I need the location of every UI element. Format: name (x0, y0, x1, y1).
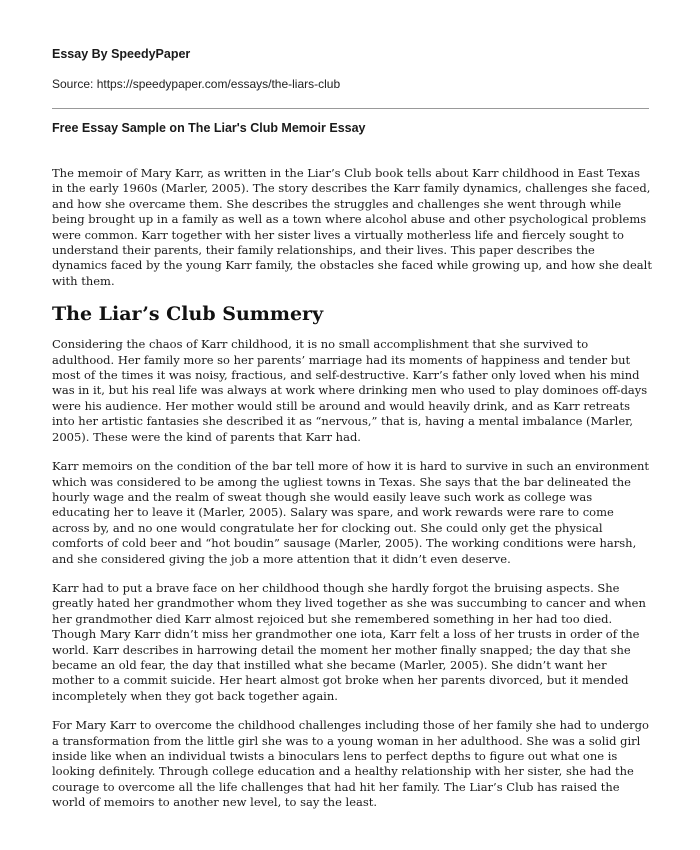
body-paragraph-2: Karr memoirs on the condition of the bar tell more of how it is hard to survive in such an environment which was considered to be among the ugliest towns in Texas. She says that the bar delineated the hourly wage and the realm of sweat though she would easily leave such work as college was educating her to leave it (Marler, 2005). Salary was spare, and work rewards were rare to come across by, and no one would congratulate her for clocking out. She could only get the physical comforts of cold beer and “hot boudin” sausage (Marler, 2005). The working conditions were harsh, and she considered giving the job a more attention that it didn’t even deserve. (52, 459, 650, 566)
document-body (52, 166, 652, 825)
body-paragraph-4: For Mary Karr to overcome the childhood challenges including those of her family she had to undergo a transformation from the little girl she was to a young woman in her adulthood. She was a solid girl inside like when an individual twists a binoculars lens to perfect depths to figure out what one is looking definitely. Through college education and a healthy relationship with her sister, she had the courage to overcome all the life challenges that had hit her family. The Liar’s Club has raised the world of memoirs to another new level, to say the least. (52, 718, 649, 810)
intro-paragraph: The memoir of Mary Karr, as written in the Liar’s Club book tells about Karr childhood in East Texas in the early 1960s (Marler, 2005). The story describes the Karr family dynamics, challenges she faced, and how she overcame them. She describes the struggles and challenges she went through while being brought up in a family as well as a town where alcohol abuse and other psychological problems were common. Karr together with her sister lives a virtually motherless life and fiercely sought to understand their parents, their family relationships, and their lives. This paper describes the dynamics faced by the young Karr family, the obstacles she faced while growing up, and how she dealt with them. (52, 166, 652, 288)
header-source: Source: https://speedypaper.com/essays/the-liars-club (52, 77, 341, 91)
body-paragraph-3: Karr had to put a brave face on her childhood though she hardly forgot the bruising aspects. She greatly hated her grandmother whom they lived together as she was succumbing to cancer and when her grandmother died Karr almost rejoiced but she remembered something in her had too died. Though Mary Karr didn’t miss her grandmother one iota, Karr felt a loss of her trusts in order of the world. Karr describes in harrowing detail the moment her mother finally snapped; the day that she became an old fear, the day that instilled what she became (Marler, 2005). She didn’t want her mother to a commit suicide. Her heart almost got broke when her parents divorced, but it mended incompletely when they got back together again. (52, 580, 646, 703)
body-paragraph-1: Considering the chaos of Karr childhood, it is no small accomplishment that she survived to adulthood. Her family more so her parents’ marriage had its moments of happiness and tender but most of the times it was noisy, fractious, and self-destructive. Karr’s father only loved when his mind was in it, but his real life was always at work where drinking men who used to play dominoes off-days were his audience. Her mother would still be around and would heavily drink, and as Karr retreats into her artistic fantasies she described it as “nervous,” that is, having a mental imbalance (Marler, 2005). These were the kind of parents that Karr had. (52, 337, 648, 444)
section-heading: The Liar’s Club Summery (52, 303, 324, 326)
header-title: Essay By SpeedyPaper (52, 47, 191, 61)
document-title: Free Essay Sample on The Liar's Club Memoir Essay (52, 121, 366, 135)
header-divider (52, 108, 649, 109)
